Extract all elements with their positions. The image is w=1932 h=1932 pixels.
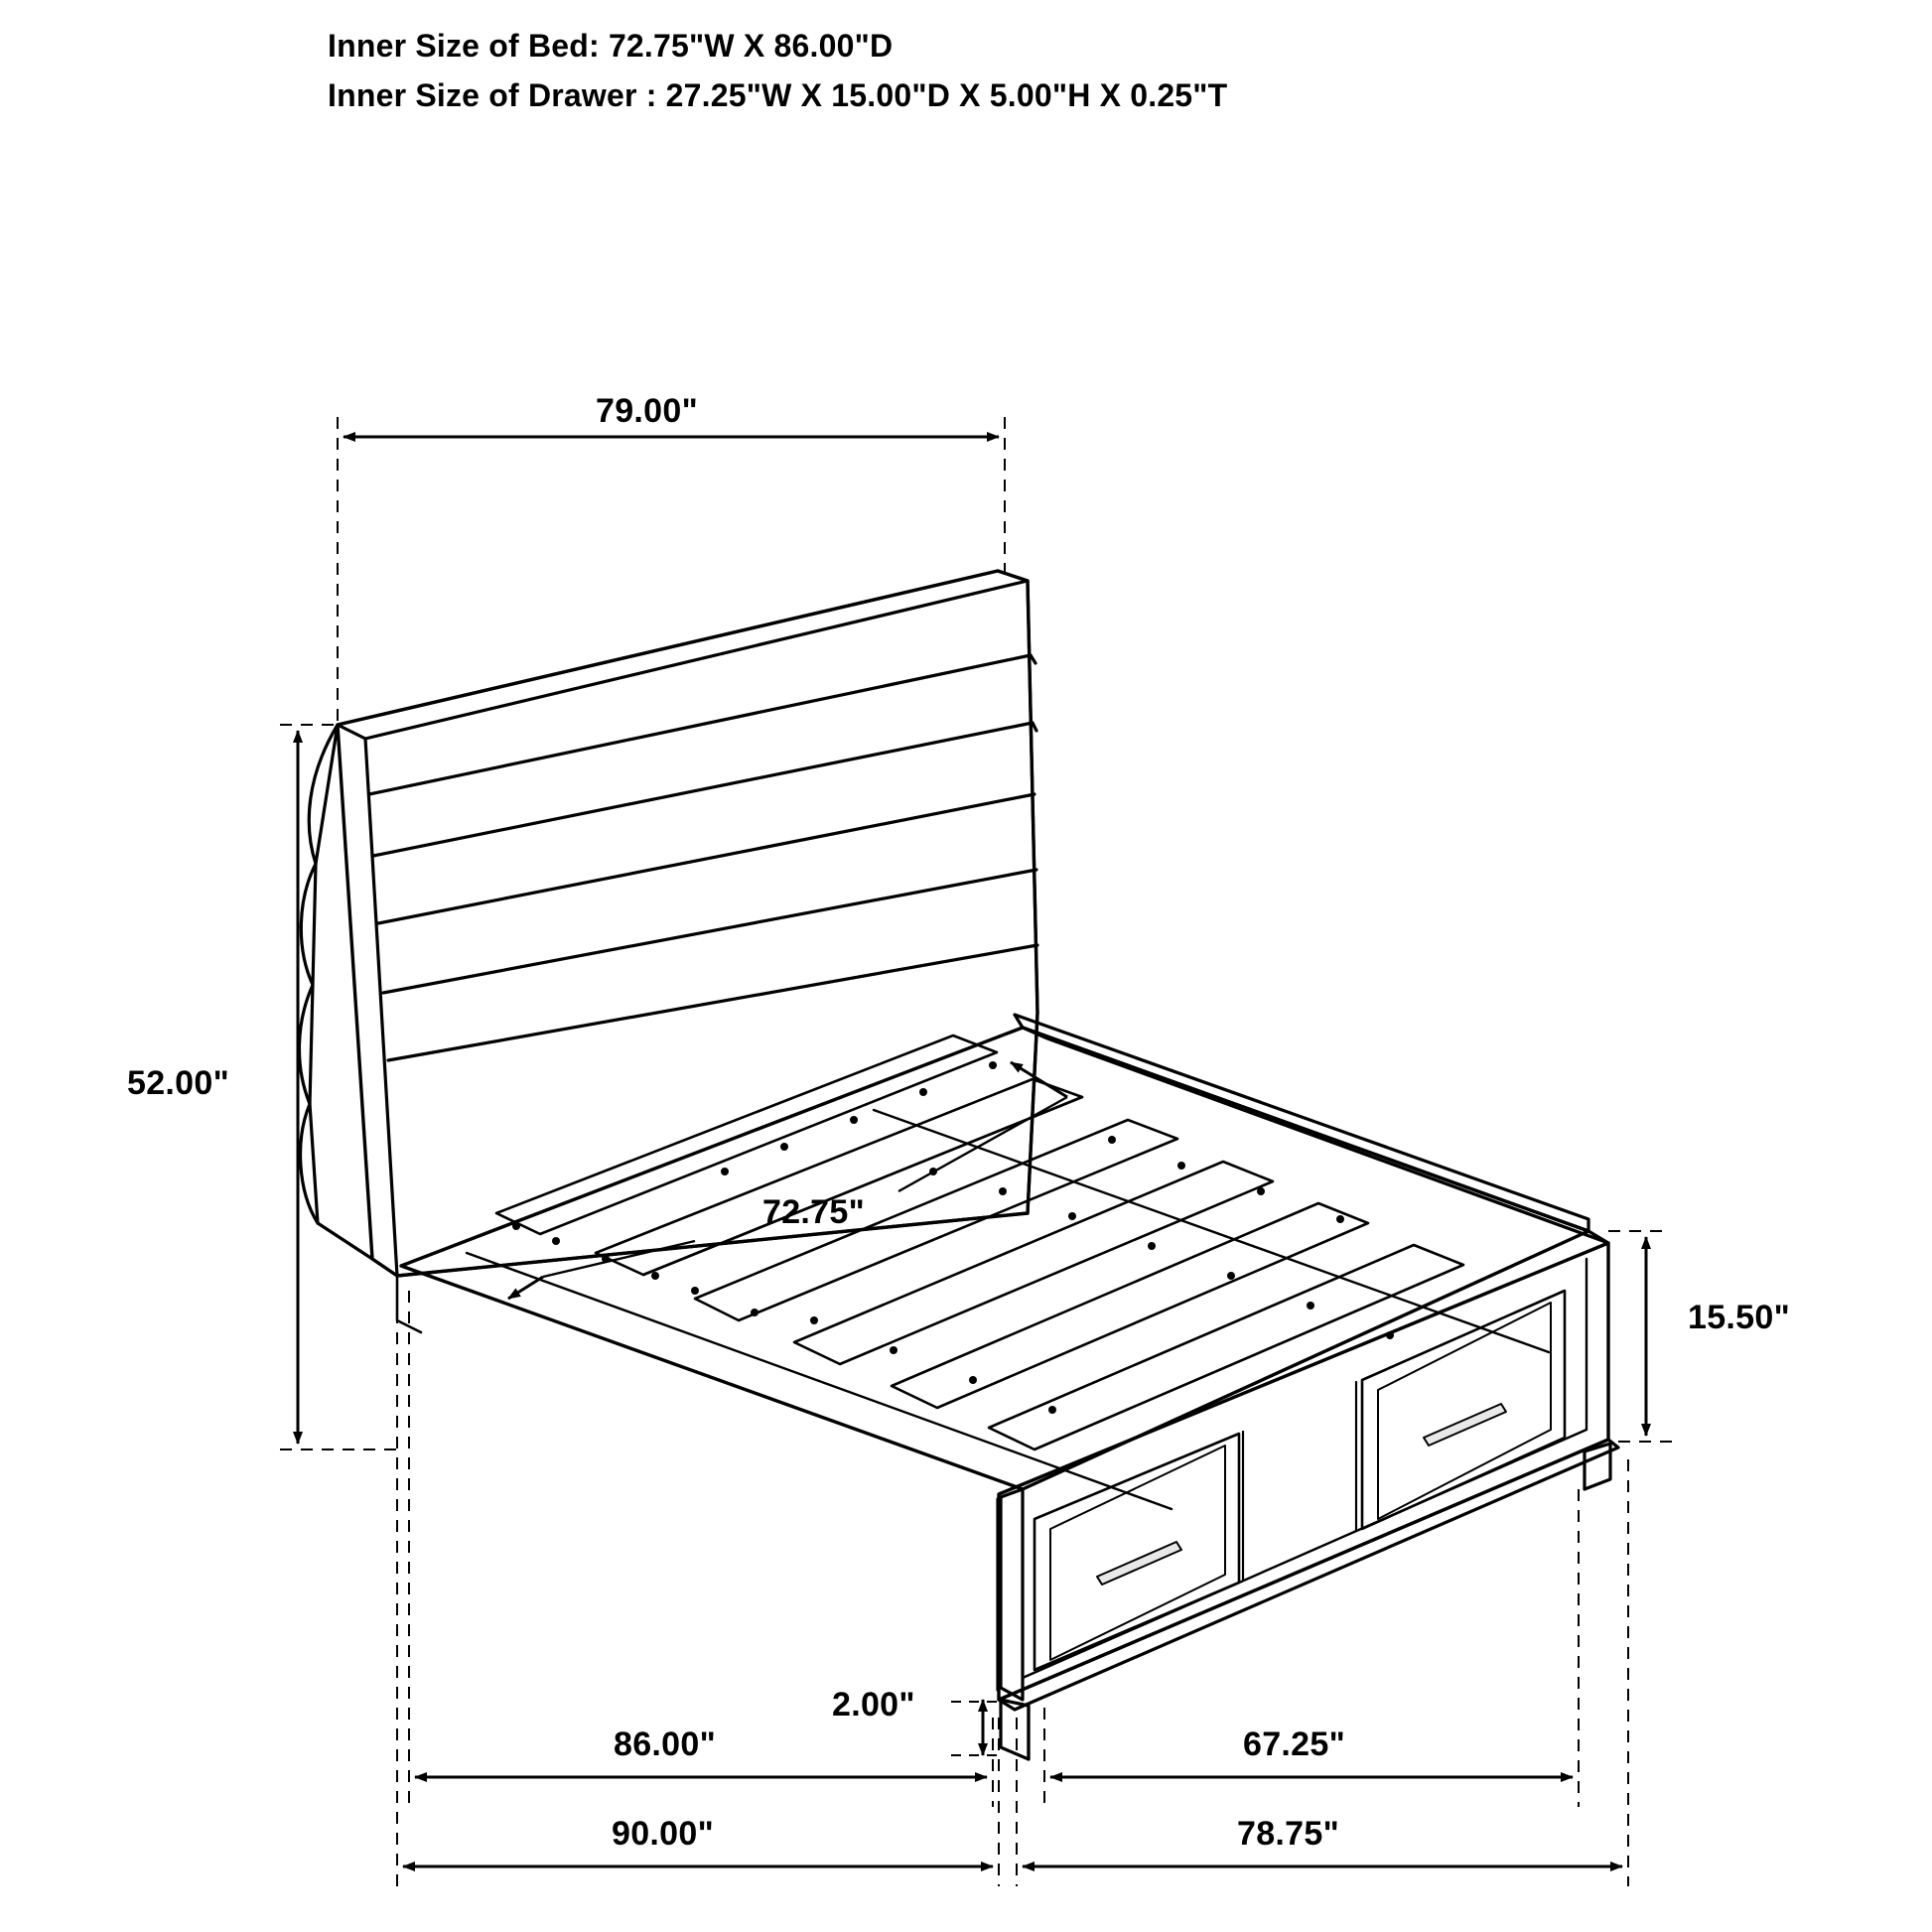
dim-label-leg-height: 2.00" [832, 1686, 915, 1724]
dim-label-overall-depth: 90.00" [612, 1815, 715, 1853]
dim-label-footboard-height: 15.50" [1688, 1299, 1791, 1336]
dim-label-footboard-width: 67.25" [1243, 1725, 1346, 1763]
dim-label-width-top: 79.00" [596, 392, 699, 430]
inner-size-bed-note: Inner Size of Bed: 72.75"W X 86.00"D [328, 28, 894, 64]
dimension-lines [280, 417, 1678, 1886]
dim-label-interior-depth: 86.00" [614, 1725, 717, 1763]
bed-geometry [299, 571, 1618, 1759]
dim-label-interior-width: 72.75" [762, 1193, 866, 1231]
dim-label-overall-side: 78.75" [1237, 1815, 1340, 1853]
dim-label-headboard-height: 52.00" [127, 1064, 230, 1102]
inner-size-drawer-note: Inner Size of Drawer : 27.25"W X 15.00"D X 5.00"H X 0.25"T [328, 76, 1228, 113]
